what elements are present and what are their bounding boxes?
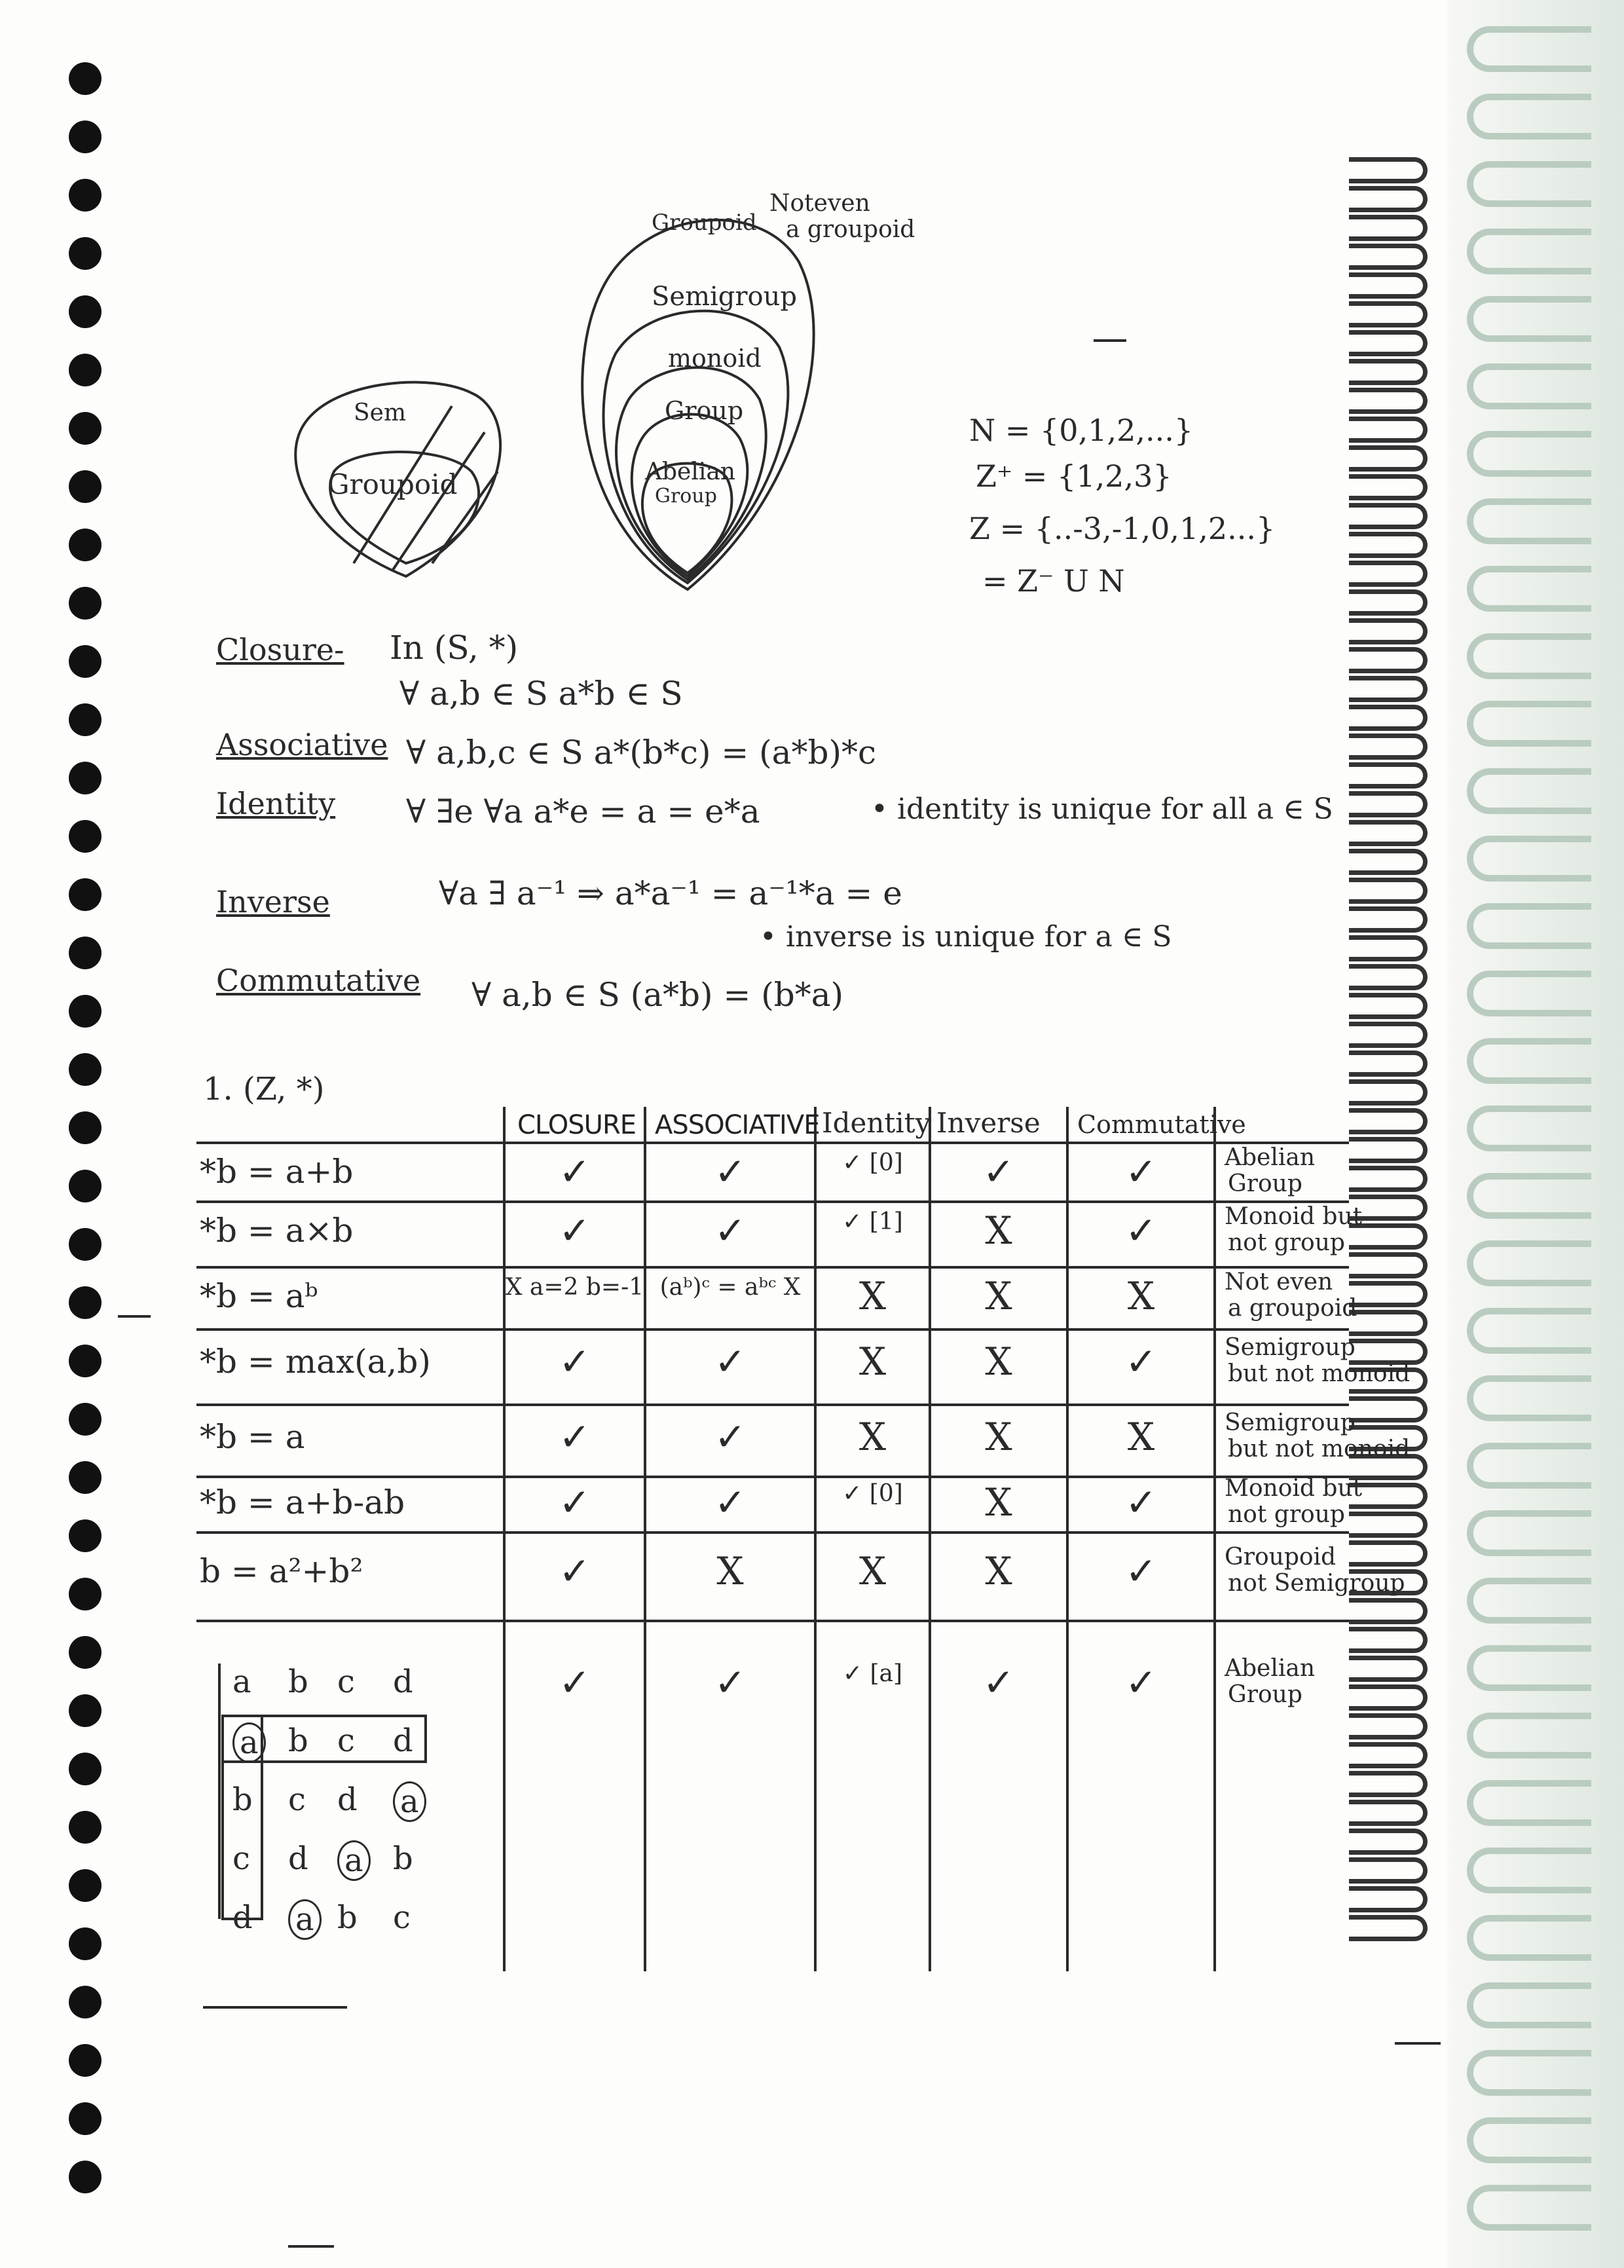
table-cell: ✓ bbox=[559, 1339, 591, 1384]
inverse-label: Inverse bbox=[216, 884, 330, 920]
table-cell: X bbox=[985, 1549, 1012, 1593]
table-row-operation: *b = a×b bbox=[200, 1212, 354, 1250]
closure-line-1: In (S, *) bbox=[390, 629, 519, 667]
cayley-cell: c bbox=[393, 1899, 411, 1936]
table-cell: ✓ bbox=[1125, 1208, 1157, 1253]
table-cell: ✓ [0] bbox=[842, 1480, 903, 1507]
cayley-header-cell: b bbox=[288, 1664, 308, 1700]
monoid-label: monoid bbox=[668, 344, 762, 373]
commutative-label: Commutative bbox=[216, 963, 421, 998]
table-cell: X bbox=[1127, 1274, 1155, 1318]
table-row-note: not Semigroup bbox=[1228, 1570, 1405, 1597]
table-cell: X bbox=[858, 1339, 887, 1384]
identity-note: • identity is unique for all a ∈ S bbox=[871, 792, 1333, 826]
table-row-note: not group bbox=[1228, 1229, 1345, 1256]
table-cell: X bbox=[985, 1274, 1012, 1318]
left-sem-label: Sem bbox=[354, 400, 407, 426]
col-header-commutative: Commutative bbox=[1077, 1110, 1246, 1139]
cayley-cell: a bbox=[393, 1781, 426, 1822]
table-row-note: but not monoid bbox=[1228, 1360, 1411, 1387]
table-cell: X a=2 b=-1 bbox=[505, 1274, 644, 1301]
table-cell: ✓ [0] bbox=[842, 1149, 903, 1176]
cayley-cell: a bbox=[232, 1722, 266, 1763]
table-cell: ✓ bbox=[714, 1480, 747, 1525]
table-row-note: but not monoid bbox=[1228, 1436, 1411, 1462]
table-row-operation: *b = a+b-ab bbox=[200, 1483, 405, 1521]
table-cell: ✓ bbox=[1125, 1480, 1157, 1525]
table-cell: ✓ bbox=[559, 1549, 591, 1593]
cayley-cell: a bbox=[337, 1840, 371, 1881]
table-row-note: Semigroup bbox=[1225, 1334, 1356, 1361]
table-cell: ✓ bbox=[1125, 1339, 1157, 1384]
table-cell: X bbox=[985, 1208, 1012, 1253]
table-cell: ✓ bbox=[559, 1149, 591, 1194]
col-header-identity: Identity bbox=[822, 1107, 931, 1139]
table-row-note: a groupoid bbox=[1228, 1295, 1357, 1322]
table-row-note: not group bbox=[1228, 1501, 1345, 1528]
table-row-note: Not even bbox=[1225, 1269, 1333, 1295]
not-even-label-1: Noteven bbox=[769, 190, 870, 217]
table-cell: X bbox=[1127, 1415, 1155, 1459]
group-label: Group bbox=[665, 396, 744, 425]
table-cell: X bbox=[858, 1415, 887, 1459]
table-cell: X bbox=[985, 1339, 1012, 1384]
table-cell: (aᵇ)ᶜ = aᵇᶜ X bbox=[659, 1274, 801, 1301]
cayley-cell: d bbox=[337, 1781, 358, 1818]
table-cell: ✓ bbox=[714, 1208, 747, 1253]
table-row-note: Abelian bbox=[1225, 1144, 1316, 1171]
associative-text: ∀ a,b,c ∈ S a*(b*c) = (a*b)*c bbox=[406, 734, 876, 771]
table-cell: ✓ bbox=[559, 1208, 591, 1253]
closure-label: Closure- bbox=[216, 632, 344, 667]
abelian-label-1: Abelian bbox=[645, 458, 736, 485]
cayley-header-cell: a bbox=[232, 1664, 251, 1700]
cayley-cell: d bbox=[232, 1899, 253, 1936]
col-header-closure: CLOSURE bbox=[517, 1110, 637, 1140]
table-title: 1. (Z, *) bbox=[203, 1071, 325, 1107]
semigroup-label: Semigroup bbox=[652, 282, 797, 312]
cayley-cell: c bbox=[232, 1840, 250, 1877]
table-row-operation: b = a²+b² bbox=[200, 1552, 363, 1590]
table-cell: ✓ bbox=[982, 1660, 1015, 1705]
table-cell: X bbox=[716, 1549, 744, 1593]
inverse-text: ∀a ∃ a⁻¹ ⇒ a*a⁻¹ = a⁻¹*a = e bbox=[439, 874, 902, 912]
table-cell: X bbox=[858, 1274, 887, 1318]
table-cell: X bbox=[985, 1415, 1012, 1459]
not-even-label-2: a groupoid bbox=[786, 216, 915, 243]
cayley-header-cell: d bbox=[393, 1664, 413, 1700]
left-groupoid-label: Groupoid bbox=[327, 468, 458, 500]
table-cell: ✓ bbox=[714, 1415, 747, 1459]
table-cell: ✓ [1] bbox=[842, 1208, 903, 1235]
table-row-note: Group bbox=[1228, 1681, 1302, 1708]
cayley-cell: b bbox=[337, 1899, 358, 1936]
table-row-operation: *b = a+b bbox=[200, 1153, 354, 1191]
table-cell: ✓ bbox=[714, 1660, 747, 1705]
associative-label: Associative bbox=[216, 727, 388, 762]
table-row-note: Groupoid bbox=[1225, 1544, 1337, 1571]
cayley-cell: a bbox=[288, 1899, 322, 1940]
outer-groupoid-label: Groupoid bbox=[652, 210, 757, 236]
table-cell: ✓ bbox=[559, 1660, 591, 1705]
table-cell: ✓ bbox=[982, 1149, 1015, 1194]
cayley-cell: d bbox=[393, 1722, 413, 1759]
abelian-label-2: Group bbox=[655, 485, 717, 508]
identity-label: Identity bbox=[216, 786, 336, 821]
commutative-text: ∀ a,b ∈ S (a*b) = (b*a) bbox=[471, 976, 844, 1014]
table-row-operation: *b = aᵇ bbox=[200, 1277, 318, 1315]
cayley-cell: b bbox=[232, 1781, 253, 1818]
cayley-cell: c bbox=[337, 1722, 355, 1759]
table-cell: ✓ [a] bbox=[842, 1660, 903, 1687]
table-cell: X bbox=[985, 1480, 1012, 1525]
table-cell: ✓ bbox=[714, 1339, 747, 1384]
table-cell: ✓ bbox=[559, 1415, 591, 1459]
set-z-union: = Z⁻ U N bbox=[982, 563, 1125, 599]
cayley-header-cell: c bbox=[337, 1664, 355, 1700]
table-row-note: Group bbox=[1228, 1170, 1302, 1197]
table-row-operation: *b = a bbox=[200, 1418, 305, 1456]
table-cell: ✓ bbox=[714, 1149, 747, 1194]
table-row-note: Semigroup bbox=[1225, 1409, 1356, 1436]
table-row-operation: *b = max(a,b) bbox=[200, 1343, 431, 1381]
table-cell: ✓ bbox=[1125, 1549, 1157, 1593]
table-cell: ✓ bbox=[1125, 1149, 1157, 1194]
inverse-note: • inverse is unique for a ∈ S bbox=[760, 920, 1172, 954]
table-row-note: Monoid but bbox=[1225, 1203, 1363, 1230]
col-header-inverse: Inverse bbox=[936, 1107, 1041, 1139]
table-cell: ✓ bbox=[1125, 1660, 1157, 1705]
cayley-cell: c bbox=[288, 1781, 306, 1818]
cayley-cell: b bbox=[288, 1722, 308, 1759]
set-z: Z = {..-3,-1,0,1,2...} bbox=[969, 511, 1276, 546]
set-z-plus: Z⁺ = {1,2,3} bbox=[976, 458, 1172, 494]
cayley-cell: b bbox=[393, 1840, 413, 1877]
table-row-note: Monoid but bbox=[1225, 1475, 1363, 1502]
col-header-associative: ASSOCIATIVE bbox=[655, 1110, 820, 1140]
table-cell: ✓ bbox=[559, 1480, 591, 1525]
identity-text: ∀ ∃e ∀a a*e = a = e*a bbox=[406, 792, 760, 830]
table-cell: X bbox=[858, 1549, 887, 1593]
set-n: N = {0,1,2,...} bbox=[969, 413, 1194, 448]
cayley-cell: d bbox=[288, 1840, 308, 1877]
table-row-note: Abelian bbox=[1225, 1655, 1316, 1682]
closure-line-2: ∀ a,b ∈ S a*b ∈ S bbox=[399, 675, 683, 713]
